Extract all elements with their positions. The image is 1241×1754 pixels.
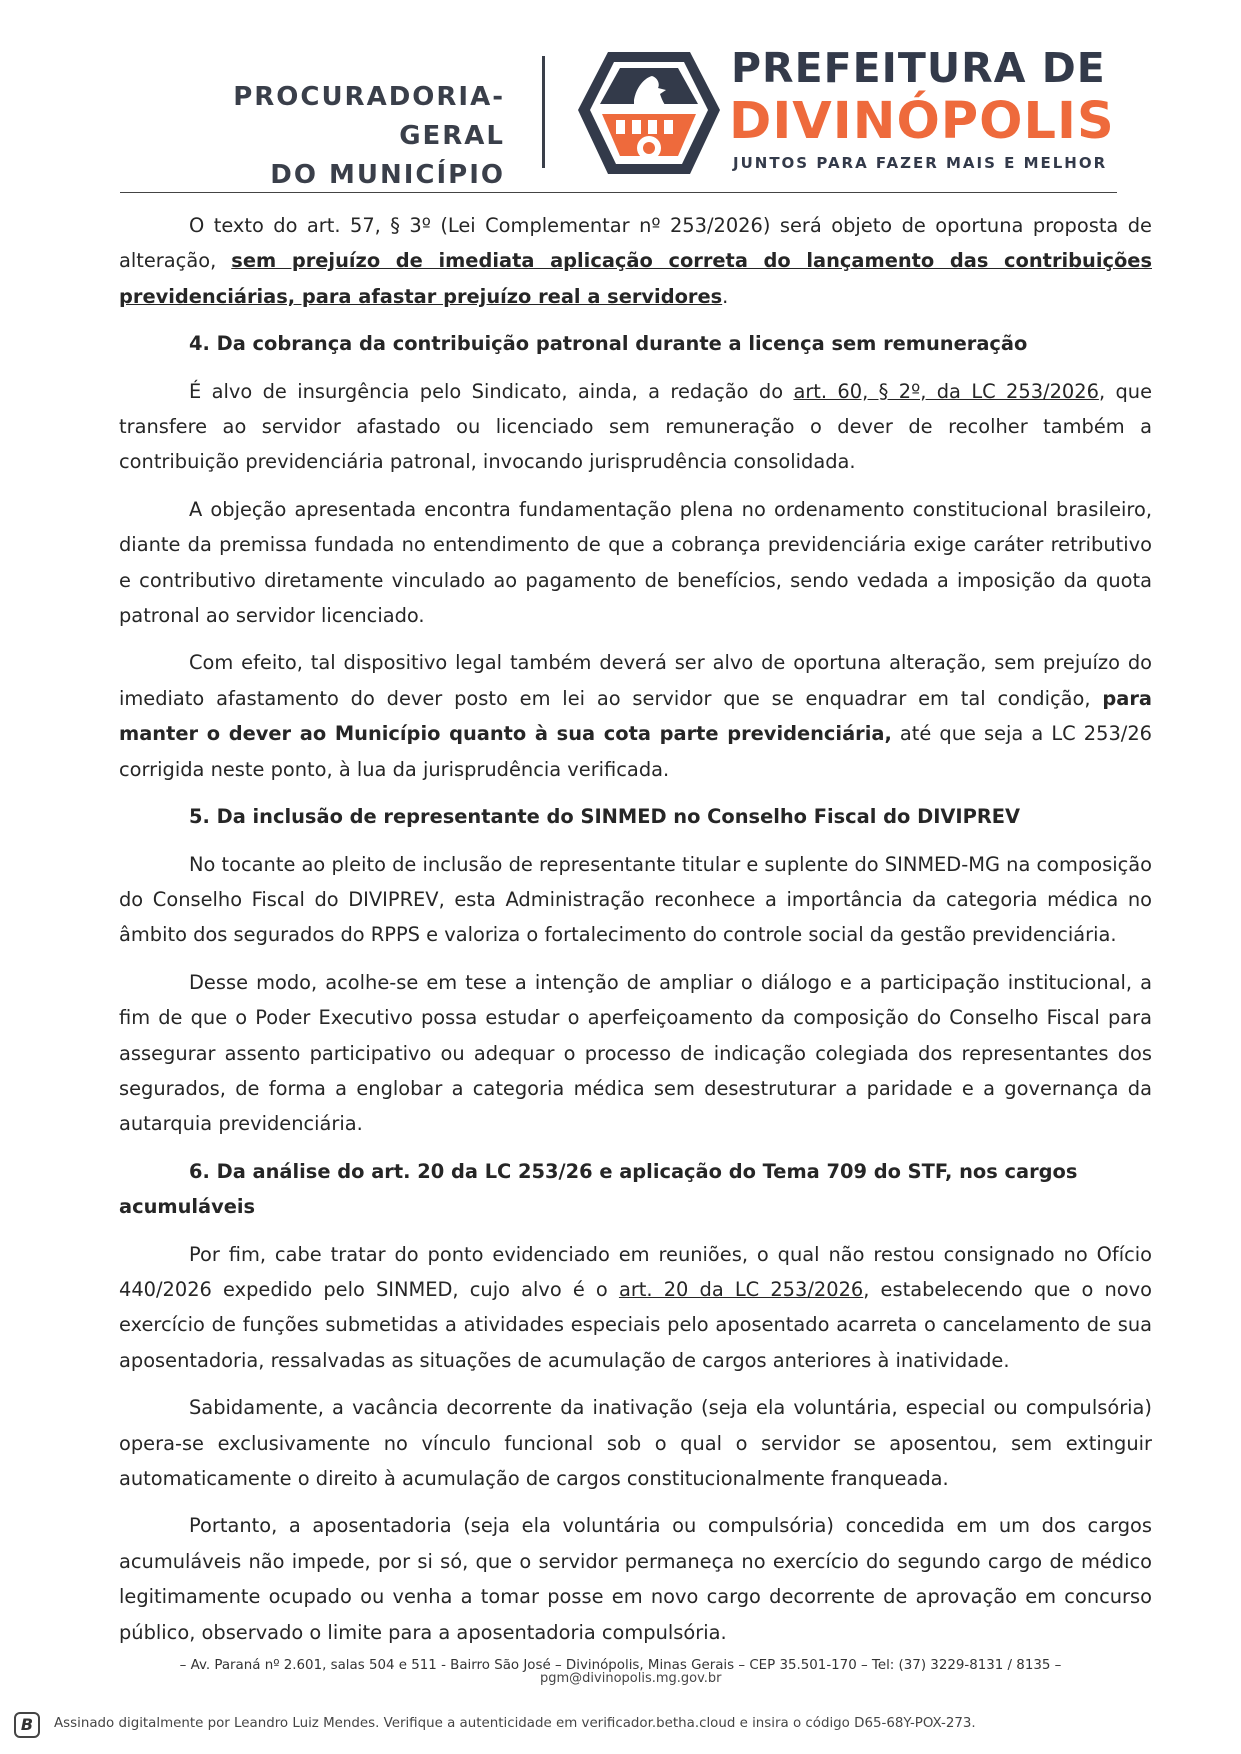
divinopolis-city-emblem-icon — [574, 48, 724, 178]
paragraph: É alvo de insurgência pelo Sindicato, ainda, a redação do art. 60, § 2º, da LC 253/2026, que transfere ao servidor afastado ou licenciado sem remuneração o dever de recolher também a contribuição previdenciária patronal, invocando jurisprudência consolidada. — [119, 379, 1153, 474]
city-name: DIVINÓPOLIS — [729, 92, 1115, 151]
footer-address: – Av. Paraná nº 2.601, salas 504 e 511 - Bairro São José – Divinópolis, Minas Gerais – CEP 35.501-170 – Tel: (37) 3229-8131 / 8135 – — [179, 1658, 1062, 1673]
section-heading-4: 4. Da cobrança da contribuição patronal durante a licença sem remuneração — [189, 332, 1028, 356]
footer-email-cut: pgm@divinopolis.mg.gov.br — [540, 1671, 722, 1686]
department-line-2: DO MUNICÍPIO — [270, 160, 505, 190]
paragraph: Com efeito, tal dispositivo legal também deverá ser alvo de oportuna alteração, sem prejuízo do imediato afastamento do dever posto em lei ao servidor que se enquadrar em tal condição, para manter o dever ao Município quanto à sua cota parte previdenciária, até que seja a LC 253/26 corrigida neste ponto, à lua da jurisprudência verificada. — [119, 651, 1153, 781]
prefecture-title: PREFEITURA DE — [731, 44, 1106, 92]
document-body — [119, 208, 1152, 1662]
header-divider — [542, 56, 545, 168]
paragraph: A objeção apresentada encontra fundamentação plena no ordenamento constitucional brasileiro, diante da premissa fundada no entendimento de que a cobrança previdenciária exige caráter retributivo e contributivo diretamente vinculado ao pagamento de benefícios, sendo vedada a imposição da quota patronal ao servidor licenciado. — [119, 497, 1152, 628]
paragraph: Sabidamente, a vacância decorrente da inativação (seja ela voluntária, especial ou compulsória) opera-se exclusivamente no vínculo funcional sob o qual o servidor se aposentou, sem extinguir automaticamente o direito à acumulação de cargos constitucionalmente franqueada. — [119, 1396, 1152, 1490]
paragraph: Desse modo, acolhe-se em tese a intenção de ampliar o diálogo e a participação institucional, a fim de que o Poder Executivo possa estudar o aperfeiçoamento da composição do Conselho Fiscal para assegurar assento participativo ou adequar o processo de indicação colegiada dos representantes dos segurados, de forma a englobar a categoria médica sem desestruturar a paridade e a governança da autarquia previdenciária. — [119, 970, 1152, 1136]
digital-signature-note: Assinado digitalmente por Leandro Luiz Mendes. Verifique a autenticidade em verificador.betha.cloud e insira o código D65-68Y-POX-273. — [54, 1716, 976, 1731]
department-name — [150, 78, 505, 195]
paragraph: O texto do art. 57, § 3º (Lei Complementar nº 253/2026) será objeto de oportuna proposta de alteração, sem prejuízo de imediata aplicação correta do lançamento das contribuições previdenciárias, para afastar prejuízo real a servidores. — [119, 214, 1152, 308]
paragraph: No tocante ao pleito de inclusão de representante titular e suplente do SINMED-MG na composição do Conselho Fiscal do DIVIPREV, esta Administração reconhece a importância da categoria médica no âmbito dos segurados do RPPS e valoriza o fortalecimento do controle social da gestão previdenciária. — [119, 852, 1152, 947]
section-heading-5: 5. Da inclusão de representante do SINMED no Conselho Fiscal do DIVIPREV — [189, 805, 1021, 829]
document-header — [0, 0, 1241, 200]
paragraph: Portanto, a aposentadoria (seja ela voluntária ou compulsória) concedida em um dos cargos acumuláveis não impede, por si só, que o servidor permaneça no exercício do segundo cargo de médico legitimamente ocupado ou venha a tomar posse em novo cargo decorrente de aprovação em concurso público, observado o limite para a aposentadoria compulsória. — [119, 1514, 1152, 1644]
paragraph: Por fim, cabe tratar do ponto evidenciado em reuniões, o qual não restou consignado no Ofício 440/2026 expedido pelo SINMED, cujo alvo é o art. 20 da LC 253/2026, estabelecendo que o novo exercício de funções submetidas a atividades especiais pelo aposentado acarreta o cancelamento de sua aposentadoria, ressalvadas as situações de acumulação de cargos anteriores à inatividade. — [119, 1242, 1153, 1372]
slogan: JUNTOS PARA FAZER MAIS E MELHOR — [733, 154, 1108, 172]
emphasis-text: para manter o dever ao Município quanto à sua cota parte previdenciária, — [119, 686, 1152, 746]
legal-reference: art. 20 da LC 253/2026 — [618, 1277, 864, 1301]
header-rule — [120, 192, 1117, 193]
department-line-1: PROCURADORIA-GERAL — [233, 82, 505, 151]
betha-icon: B — [14, 1712, 40, 1738]
emphasis-text: sem prejuízo de imediata aplicação correta do lançamento das contribuições previdenciárias, para afastar prejuízo real a servidores — [119, 249, 1152, 308]
section-heading-6: 6. Da análise do art. 20 da LC 253/26 e aplicação do Tema 709 do STF, nos cargos acumuláveis — [119, 1159, 1078, 1219]
legal-reference: art. 60, § 2º, da LC 253/2026 — [793, 379, 1099, 403]
